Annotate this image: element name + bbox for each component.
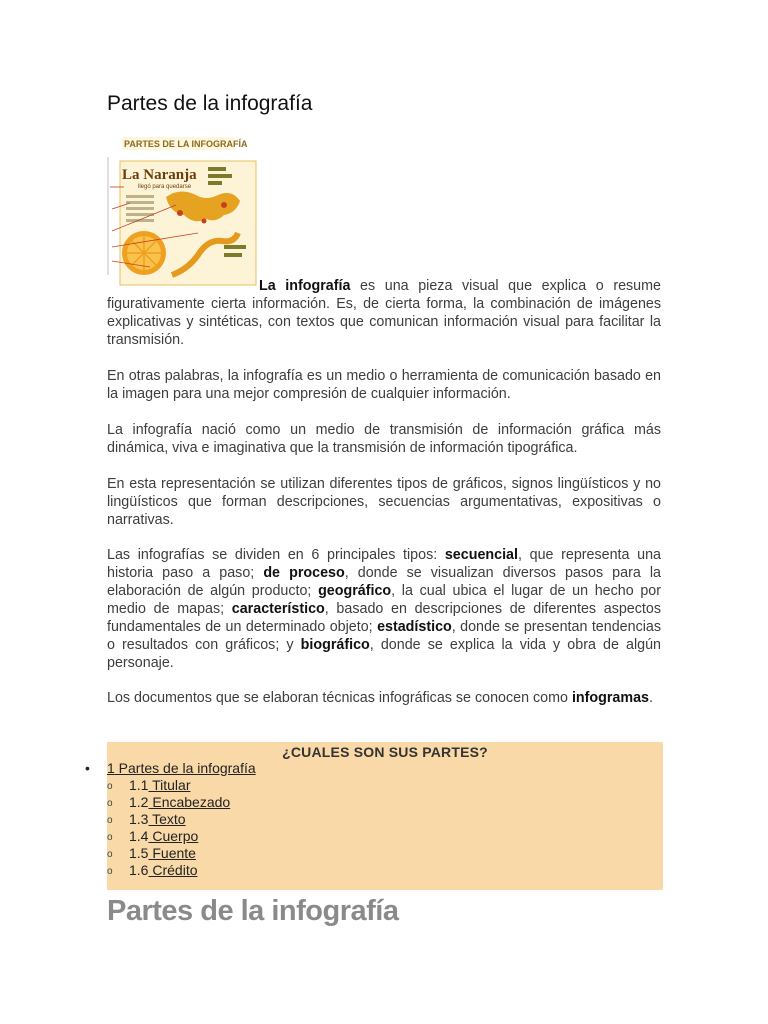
- toc-subitem: [107, 794, 663, 811]
- circle-bullet-icon: o: [107, 798, 113, 809]
- term-secuencial: secuencial: [444, 547, 518, 563]
- p5-text-f: , basado en descripciones de diferentes aspectos fundamentales de un determinado objeto;: [107, 601, 661, 635]
- p5-text-a: Las infografías se dividen en 6 principales tipos:: [107, 547, 445, 563]
- toc-subitem-number: 1.2: [129, 794, 149, 810]
- page-title: Partes de la infografía: [107, 92, 313, 115]
- paragraph-2: En otras palabras, la infografía es un medio o herramienta de comunicación basado en la imagen para una mejor compresión de cualquier información.: [107, 368, 661, 402]
- p5-text-g: , donde se presentan tendencias o resultados con gráficos; y: [107, 619, 661, 653]
- section-heading: Partes de la infografía: [107, 895, 399, 927]
- lead-term: La infografía: [259, 278, 351, 294]
- toc-subitem-number: 1.1: [129, 777, 149, 793]
- infographic-image: [106, 135, 258, 287]
- toc-link-fuente[interactable]: Fuente: [148, 845, 196, 861]
- circle-bullet-icon: o: [107, 866, 113, 877]
- toc-subitem: [107, 811, 663, 828]
- paragraph-1-text: es una pieza visual que explica o resume figurativamente cierta información. Es, de cierta forma, la combinación de imágenes explicativas y sintéticas, con textos que comunican información visual para facilitar la transmisión.: [107, 278, 661, 348]
- toc-subitem-number: 1.6: [129, 862, 149, 878]
- term-caracteristico: característico: [231, 601, 325, 617]
- p5-text-h: , donde se explica la vida y obra de algún personaje.: [107, 637, 661, 671]
- toc-link-partes[interactable]: [107, 760, 256, 776]
- p6-text-a: Los documentos que se elaboran técnicas infográficas se conocen como: [107, 690, 572, 706]
- toc-link-titular[interactable]: Titular: [148, 777, 191, 793]
- toc-main-item: [85, 760, 663, 879]
- bullet-icon: •: [85, 760, 90, 776]
- paragraph-3: La infografía nació como un medio de transmisión de información gráfica más dinámica, viva e imaginativa que la transmisión de información tipográfica.: [107, 422, 661, 456]
- image-brand-text: La Naranja: [122, 167, 197, 183]
- toc-link-encabezado[interactable]: Encabezado: [148, 794, 231, 810]
- paragraph-6: [107, 689, 661, 707]
- toc-subitem: [107, 828, 663, 845]
- p5-text-d: , donde se visualizan diversos pasos para la elaboración de algún producto;: [107, 565, 661, 599]
- toc-link-crédito[interactable]: Crédito: [148, 862, 198, 878]
- circle-bullet-icon: o: [107, 781, 113, 792]
- p5-text-c: , que representa una historia paso a paso;: [107, 547, 661, 581]
- term-infogramas: infogramas: [571, 690, 649, 706]
- toc-subitem-number: 1.3: [129, 811, 149, 827]
- term-estadistico: estadístico: [377, 619, 452, 635]
- term-geografico: geográfico: [318, 583, 392, 599]
- toc-main-label: Partes de la infografía: [114, 760, 256, 776]
- toc-link-cuerpo[interactable]: Cuerpo: [148, 828, 199, 844]
- image-banner-text: PARTES DE LA INFOGRAFÍA: [124, 139, 248, 149]
- p6-text-c: .: [649, 690, 653, 706]
- term-biografico: biográfico: [300, 637, 370, 653]
- image-tagline: llegó para quedarse: [138, 184, 192, 190]
- circle-bullet-icon: o: [107, 815, 113, 826]
- circle-bullet-icon: o: [107, 832, 113, 843]
- toc-title: ¿CUALES SON SUS PARTES?: [282, 744, 488, 760]
- toc-subitem-number: 1.4: [129, 828, 149, 844]
- paragraph-4: En esta representación se utilizan diferentes tipos de gráficos, signos lingüísticos y no lingüísticos que forman descripciones, secuencias argumentativas, expositivas o narrativas.: [107, 476, 661, 528]
- toc-link-texto[interactable]: Texto: [148, 811, 186, 827]
- p5-text-e: , la cual ubica el lugar de un hecho por medio de mapas;: [107, 583, 661, 617]
- toc-subitem-number: 1.5: [129, 845, 149, 861]
- toc-subitem: [107, 845, 663, 862]
- paragraph-1: [107, 277, 661, 349]
- table-of-contents: [85, 742, 663, 890]
- term-de-proceso: de proceso: [263, 565, 345, 581]
- circle-bullet-icon: o: [107, 849, 113, 860]
- toc-main-number: 1: [107, 760, 115, 776]
- toc-sublist: [107, 777, 663, 879]
- paragraph-5: [107, 546, 661, 672]
- toc-subitem: [107, 777, 663, 794]
- toc-subitem: [107, 862, 663, 879]
